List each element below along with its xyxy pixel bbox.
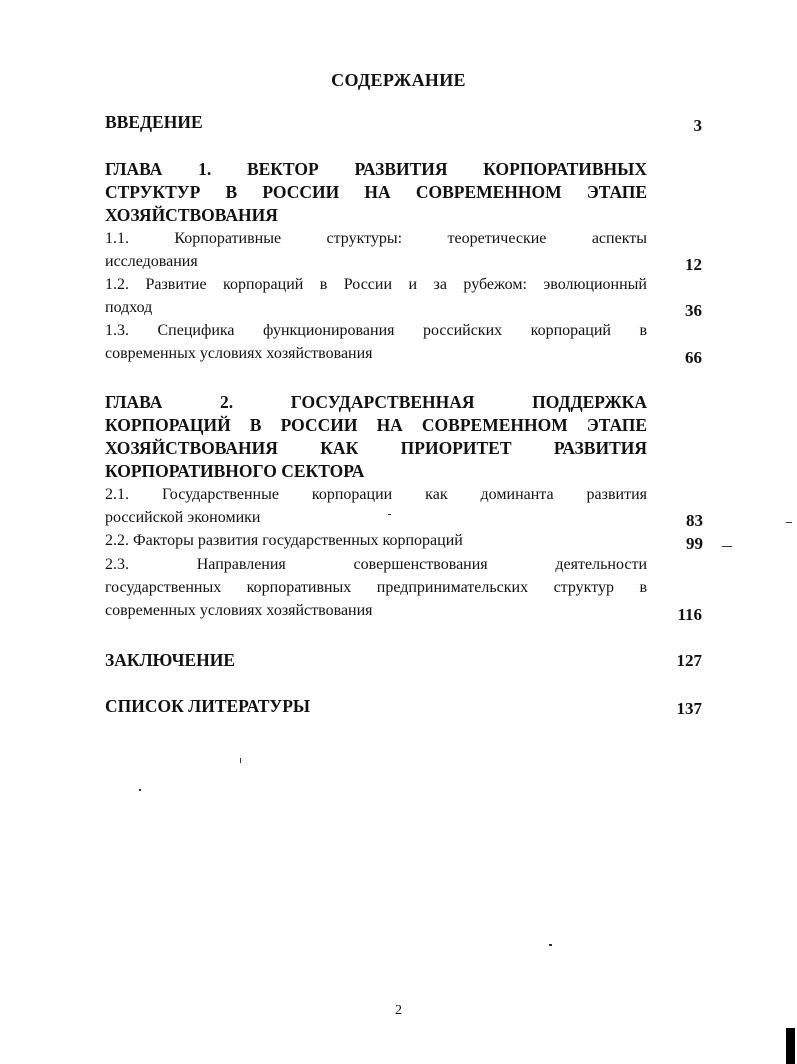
page-title: СОДЕРЖАНИЕ [331, 70, 466, 90]
section-1-3-page: 66 [685, 348, 702, 367]
toc-intro-page: 3 [693, 116, 702, 135]
chapter2-title-line2: КОРПОРАЦИЙ В РОССИИ НА СОВРЕМЕННОМ ЭТАПЕ [105, 415, 647, 435]
section-1-3-line1: 1.3. Специфика функционирования российских корпораций в [105, 322, 647, 339]
scan-speck [722, 546, 732, 547]
scan-speck [549, 944, 552, 946]
toc-conclusion-page: 127 [676, 651, 702, 670]
toc-bibliography-page: 137 [676, 699, 702, 718]
section-2-3-page: 116 [677, 605, 702, 624]
section-1-2-line1: 1.2. Развитие корпораций в России и за рубежом: эволюционный [105, 276, 647, 293]
section-2-3-line3: современных условиях хозяйствования [105, 602, 373, 619]
chapter2-title-line4: КОРПОРАТИВНОГО СЕКТОРА [105, 461, 365, 481]
toc-bibliography-label: СПИСОК ЛИТЕРАТУРЫ [105, 696, 311, 716]
chapter1-title-line3: ХОЗЯЙСТВОВАНИЯ [105, 205, 278, 225]
section-1-1-line2: исследования [105, 253, 198, 270]
toc-conclusion-label: ЗАКЛЮЧЕНИЕ [105, 650, 236, 670]
chapter1-title-line1: ГЛАВА 1. ВЕКТОР РАЗВИТИЯ КОРПОРАТИВНЫХ [105, 159, 647, 179]
section-2-2-line1: 2.2. Факторы развития государственных корпораций [105, 532, 463, 549]
scan-speck [786, 522, 792, 523]
scan-speck [240, 758, 241, 763]
section-1-3-line2: современных условиях хозяйствования [105, 345, 373, 362]
section-2-2-page: 99 [686, 534, 703, 553]
section-1-2-page: 36 [685, 301, 702, 320]
chapter2-title-line3: ХОЗЯЙСТВОВАНИЯ КАК ПРИОРИТЕТ РАЗВИТИЯ [105, 438, 647, 458]
chapter2-title-line1: ГЛАВА 2. ГОСУДАРСТВЕННАЯ ПОДДЕРЖКА [105, 392, 647, 412]
scan-edge-mark [786, 1028, 795, 1064]
section-1-1-line1: 1.1. Корпоративные структуры: теоретические аспекты [105, 230, 647, 247]
toc-intro-label: ВВЕДЕНИЕ [105, 112, 203, 132]
scan-speck [139, 789, 141, 791]
section-1-2-line2: подход [105, 299, 153, 316]
section-2-3-line1: 2.3. Направления совершенствования деятельности [105, 556, 647, 573]
chapter1-title-line2: СТРУКТУР В РОССИИ НА СОВРЕМЕННОМ ЭТАПЕ [105, 182, 647, 202]
section-2-1-page: 83 [686, 511, 703, 530]
section-2-1-line1: 2.1. Государственные корпорации как доминанта развития [105, 486, 647, 503]
page-number: 2 [395, 1003, 402, 1018]
section-2-3-line2: государственных корпоративных предпринимательских структур в [105, 579, 647, 596]
section-2-1-line2: российской экономики [105, 509, 261, 526]
section-1-1-page: 12 [685, 255, 702, 274]
scan-speck [388, 514, 391, 515]
